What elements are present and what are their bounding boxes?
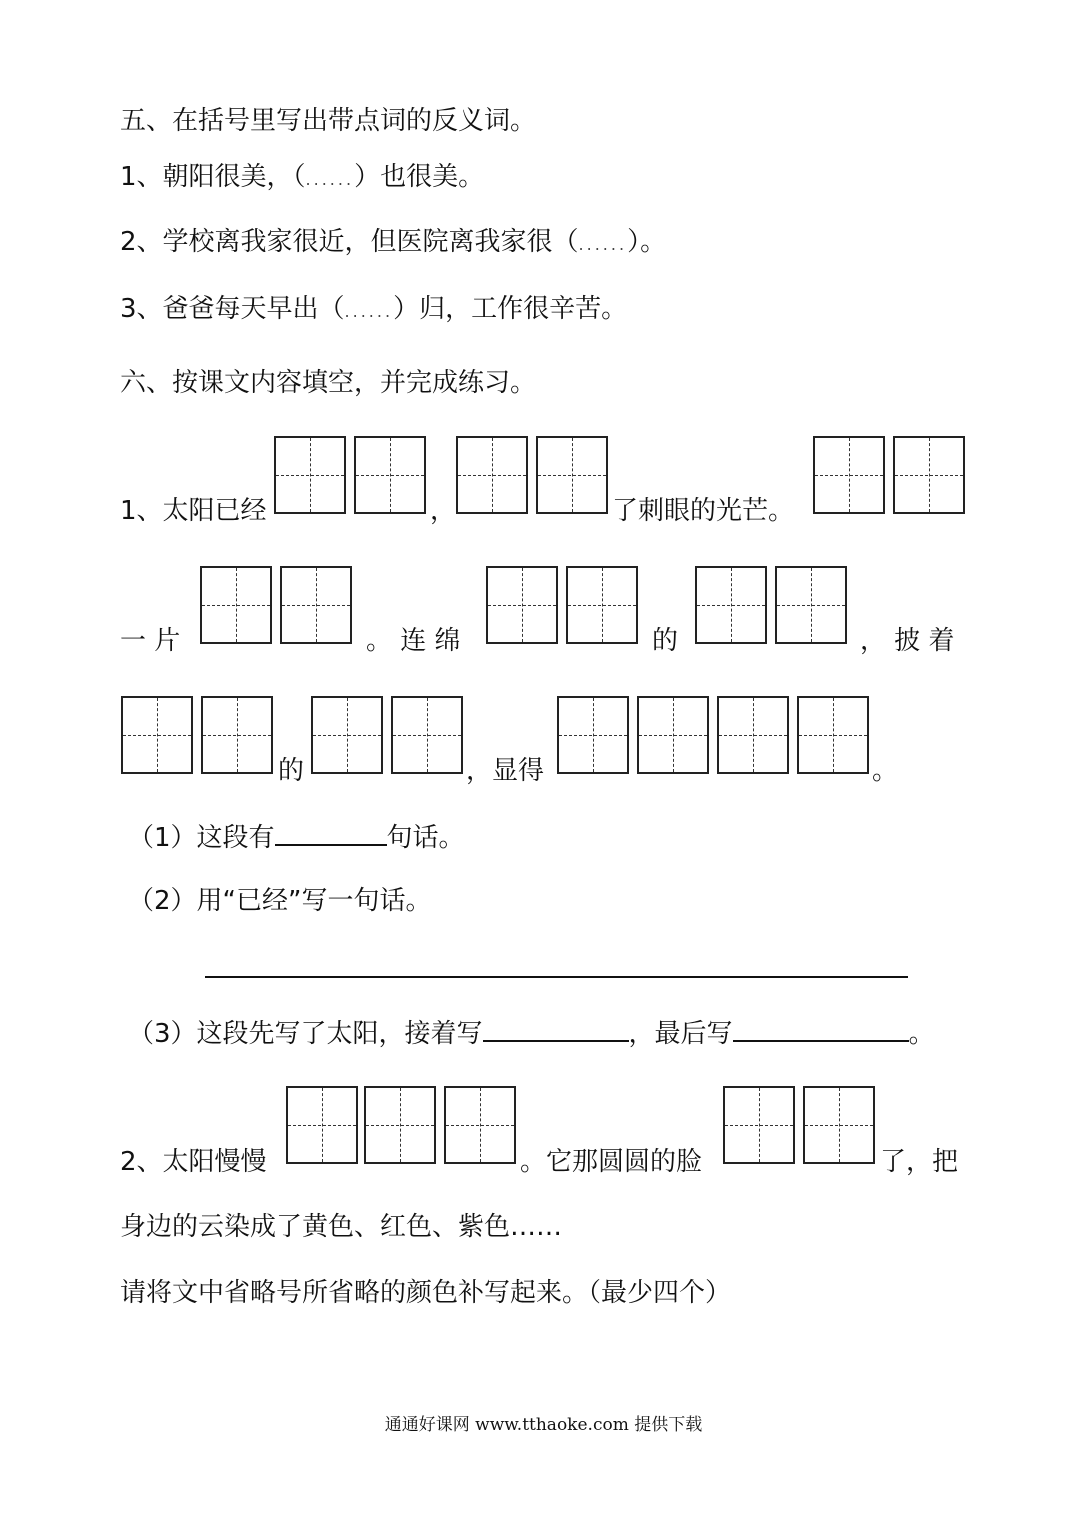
question-2 [120, 225, 666, 262]
char-box[interactable] [723, 1086, 795, 1164]
char-box[interactable] [813, 436, 885, 514]
char-box[interactable] [364, 1086, 436, 1164]
char-box[interactable] [695, 566, 767, 644]
p1-text-f: 的 [652, 626, 679, 656]
p2-text-d: 身边的云染成了黄色、红色、紫色…… [120, 1212, 563, 1242]
question-1 [120, 160, 484, 197]
p1-text-d: 一 片 [120, 626, 181, 656]
p1-text-a: 1、太阳已经 [120, 496, 267, 526]
char-box[interactable] [456, 436, 528, 514]
q2-text-post: ）。 [627, 227, 667, 257]
char-box[interactable] [311, 696, 383, 774]
p2-text-b: 。它那圆圆的脸 [520, 1147, 703, 1177]
q2-text-pre: 2、学校离我家很近，但医院离我家很（ [120, 227, 579, 257]
sub-question-2: （2）用“已经”写一句话。 [128, 886, 432, 916]
sub3-text-mid: ，最后写 [628, 1019, 733, 1049]
p2-instruction: 请将文中省略号所省略的颜色补写起来。（最少四个） [120, 1278, 732, 1308]
p2-text-a: 2、太阳慢慢 [120, 1147, 267, 1177]
sub3-text-pre: （3）这段先写了太阳，接着写 [128, 1019, 483, 1049]
q1-text-pre: 1、朝阳很美，（ [120, 162, 306, 192]
sub1-answer-line[interactable] [275, 820, 387, 846]
char-box[interactable] [444, 1086, 516, 1164]
char-box[interactable] [566, 566, 638, 644]
p1-text-c: 了刺眼的光芒。 [612, 496, 795, 526]
p1-text-j: 。 [872, 756, 899, 786]
char-box[interactable] [536, 436, 608, 514]
char-box[interactable] [637, 696, 709, 774]
char-box[interactable] [717, 696, 789, 774]
p1-text-i: ，显得 [466, 756, 545, 786]
q2-answer-blank[interactable]: ...... [578, 235, 628, 254]
sub3-text-post: 。 [908, 1019, 935, 1049]
char-box[interactable] [280, 566, 352, 644]
q3-text-pre: 3、爸爸每天早出（ [120, 294, 345, 324]
footer-credit: 通通好课网 www.tthaoke.com 提供下载 [384, 1415, 703, 1435]
question-3 [120, 292, 627, 329]
p1-text-h: 的 [278, 756, 305, 786]
sub1-text-post: 句话。 [386, 823, 465, 853]
q1-answer-blank[interactable]: ...... [305, 170, 355, 189]
sub-question-1 [128, 820, 465, 855]
section5-heading: 五、在括号里写出带点词的反义词。 [120, 106, 537, 136]
char-box[interactable] [775, 566, 847, 644]
p1-text-g: ， 披 着 [860, 626, 955, 656]
p2-text-c: 了，把 [880, 1147, 959, 1177]
char-box[interactable] [121, 696, 193, 774]
answer-line[interactable] [205, 976, 908, 978]
sub3-answer-line-1[interactable] [483, 1016, 629, 1042]
char-box[interactable] [391, 696, 463, 774]
q3-text-post: ）归，工作很辛苦。 [393, 294, 628, 324]
char-box[interactable] [557, 696, 629, 774]
char-box[interactable] [486, 566, 558, 644]
sub1-text-pre: （1）这段有 [128, 823, 275, 853]
q3-answer-blank[interactable]: ...... [344, 302, 394, 321]
p1-text-e: 。 连 绵 [366, 626, 461, 656]
sub-question-3 [128, 1016, 935, 1051]
char-box[interactable] [201, 696, 273, 774]
p1-text-b: ， [430, 496, 457, 526]
sub3-answer-line-2[interactable] [733, 1016, 909, 1042]
char-box[interactable] [803, 1086, 875, 1164]
section6-heading: 六、按课文内容填空，并完成练习。 [120, 368, 537, 398]
char-box[interactable] [354, 436, 426, 514]
char-box[interactable] [274, 436, 346, 514]
q1-text-post: ）也很美。 [354, 162, 485, 192]
char-box[interactable] [286, 1086, 358, 1164]
char-box[interactable] [893, 436, 965, 514]
char-box[interactable] [200, 566, 272, 644]
char-box[interactable] [797, 696, 869, 774]
